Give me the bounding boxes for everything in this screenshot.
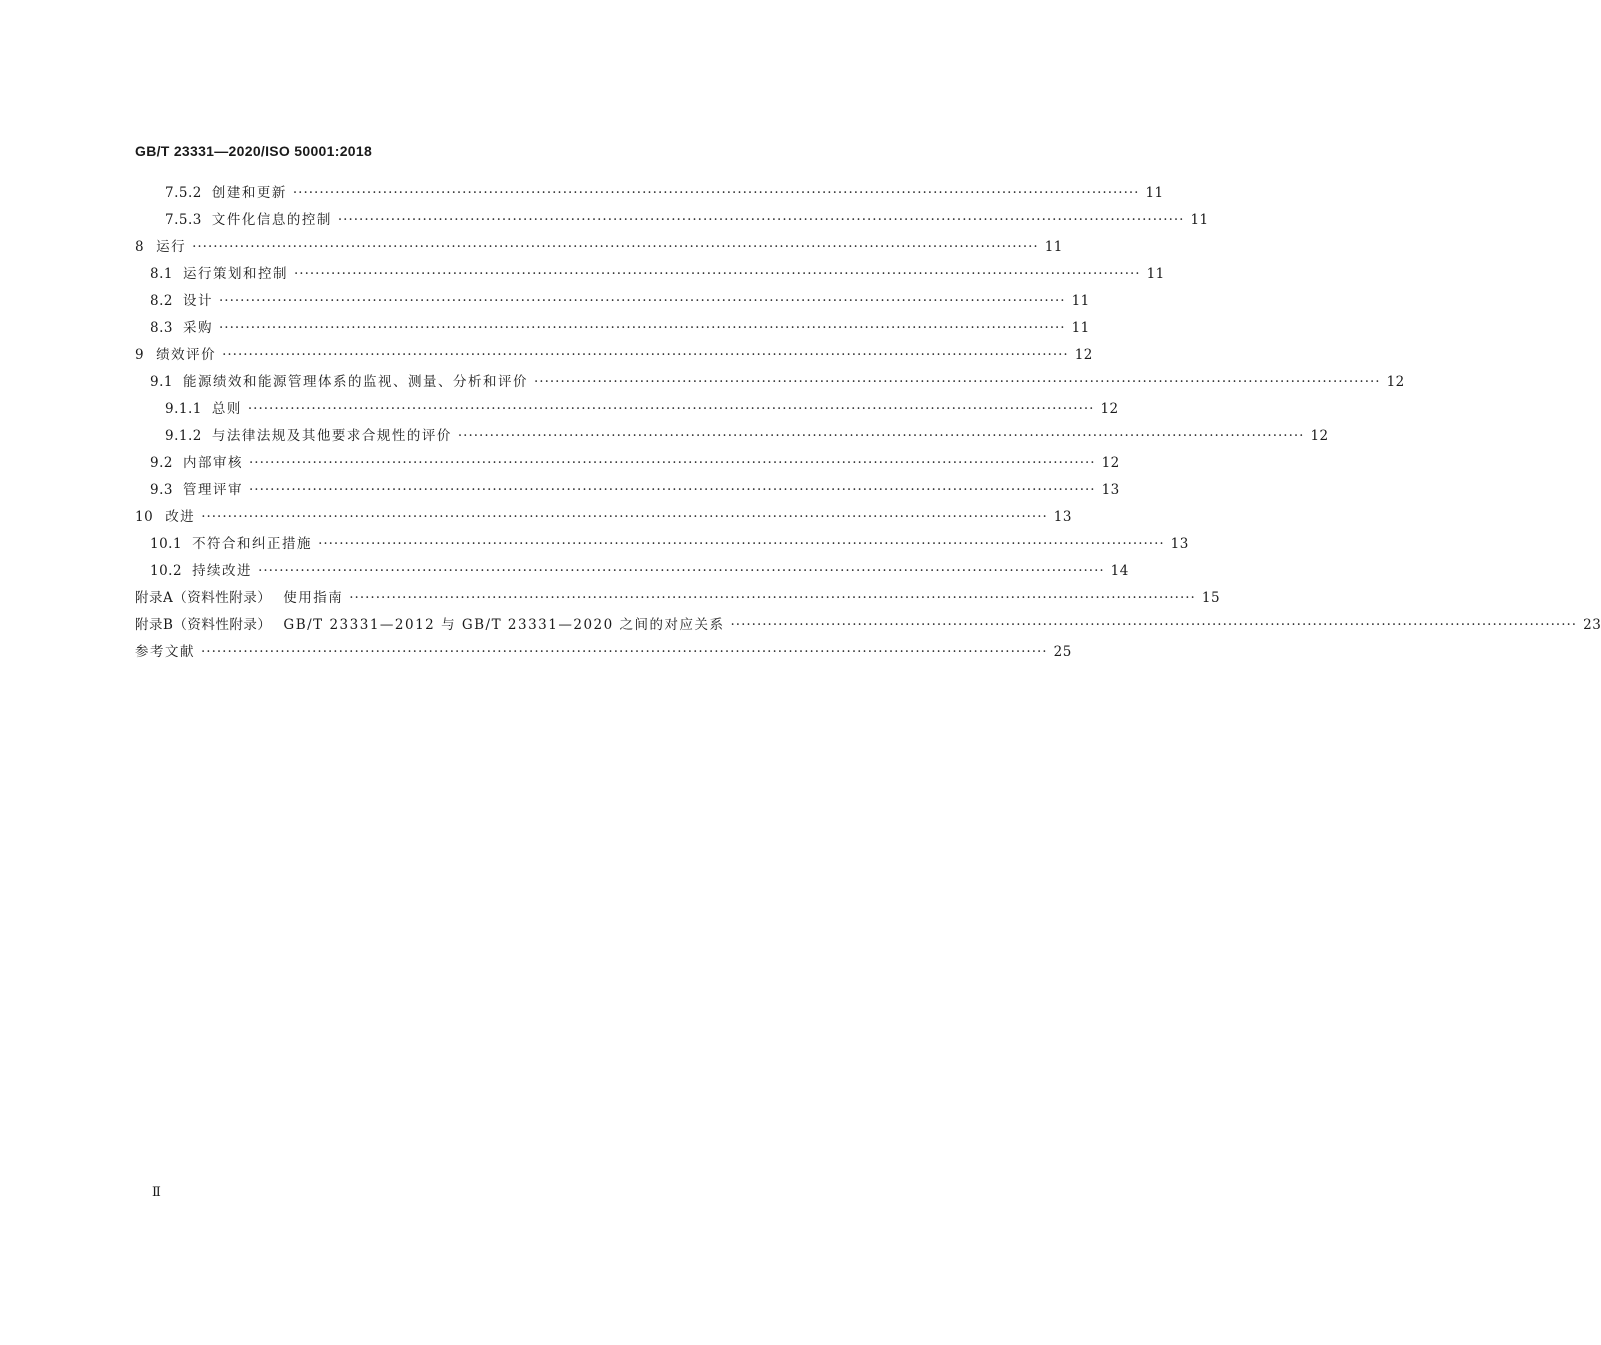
- toc-entry[interactable]: [135, 639, 1072, 666]
- toc-dot-leader: [248, 396, 1095, 423]
- standard-number-header: GB/T 23331—2020/ISO 50001:2018: [135, 143, 373, 159]
- toc-entry-number: 7.5.3: [165, 212, 202, 228]
- toc-entry-number: 9.3: [150, 482, 173, 498]
- toc-entry[interactable]: [135, 207, 1209, 234]
- toc-entry-title: 绩效评价: [156, 347, 217, 363]
- toc-entry-number: 8.1: [150, 266, 173, 282]
- toc-entry-page: 11: [1071, 293, 1090, 309]
- toc-entry-title: 运行: [156, 239, 187, 255]
- toc-dot-leader: [222, 342, 1069, 369]
- toc-entry-page: 11: [1044, 239, 1063, 255]
- toc-entry-title: 与法律法规及其他要求合规性的评价: [211, 428, 452, 444]
- toc-entry-page: 15: [1201, 590, 1221, 606]
- toc-entry-number: 7.5.2: [165, 185, 202, 201]
- toc-dot-leader: [192, 234, 1039, 261]
- toc-entry-title: 不符合和纠正措施: [192, 536, 313, 552]
- toc-entry-page: 14: [1110, 563, 1129, 579]
- toc-entry-number: 9.1.1: [165, 401, 202, 417]
- toc-entry-page: 12: [1310, 428, 1329, 444]
- toc-entry[interactable]: [135, 531, 1189, 558]
- toc-entry-number: 9.2: [150, 455, 173, 471]
- toc-entry[interactable]: [135, 396, 1119, 423]
- toc-dot-leader: [219, 288, 1066, 315]
- toc-entry[interactable]: [135, 612, 1601, 639]
- toc-entry-title: 总则: [211, 401, 242, 417]
- toc-entry-title: 持续改进: [192, 563, 253, 579]
- toc-dot-leader: [201, 639, 1048, 666]
- toc-entry-page: 13: [1170, 536, 1189, 552]
- toc-entry-title: 管理评审: [182, 482, 243, 498]
- toc-entry-title: 改进: [165, 509, 196, 525]
- toc-entry-page: 11: [1071, 320, 1090, 336]
- toc-entry-title: 能源绩效和能源管理体系的监视、测量、分析和评价: [182, 374, 528, 390]
- toc-entry[interactable]: [135, 180, 1164, 207]
- table-of-contents: [135, 180, 1601, 666]
- toc-entry-number: 10.1: [150, 536, 183, 552]
- toc-entry-page: 12: [1386, 374, 1405, 390]
- toc-entry-title: 设计: [182, 293, 213, 309]
- toc-entry-title: 创建和更新: [211, 185, 287, 201]
- toc-dot-leader: [249, 477, 1096, 504]
- toc-entry-page: 11: [1145, 185, 1164, 201]
- toc-entry-number: 9.1: [150, 374, 173, 390]
- toc-dot-leader: [731, 612, 1578, 639]
- toc-entry[interactable]: [135, 558, 1129, 585]
- page-number: Ⅱ: [152, 1185, 162, 1200]
- toc-entry-number: 8: [135, 239, 145, 255]
- toc-entry[interactable]: [135, 369, 1405, 396]
- toc-entry[interactable]: [135, 504, 1072, 531]
- toc-entry-page: 12: [1101, 455, 1120, 471]
- toc-entry[interactable]: [135, 288, 1090, 315]
- toc-entry-title: 使用指南: [283, 590, 344, 606]
- toc-entry-page: 25: [1053, 644, 1072, 660]
- toc-entry-title: 内部审核: [182, 455, 243, 471]
- toc-entry-number: 8.3: [150, 320, 173, 336]
- toc-entry-number: 8.2: [150, 293, 173, 309]
- toc-entry[interactable]: [135, 585, 1221, 612]
- toc-dot-leader: [318, 531, 1165, 558]
- toc-dot-leader: [534, 369, 1381, 396]
- toc-entry-number: 9.1.2: [165, 428, 202, 444]
- toc-entry[interactable]: [135, 342, 1093, 369]
- toc-entry[interactable]: [135, 315, 1090, 342]
- toc-entry-page: 11: [1146, 266, 1165, 282]
- toc-dot-leader: [201, 504, 1048, 531]
- toc-entry-page: 11: [1190, 212, 1209, 228]
- toc-dot-leader: [219, 315, 1066, 342]
- toc-entry-title: 运行策划和控制: [182, 266, 288, 282]
- toc-dot-leader: [458, 423, 1305, 450]
- toc-entry-page: 13: [1053, 509, 1072, 525]
- toc-entry-number: 10: [135, 509, 154, 525]
- toc-entry[interactable]: [135, 450, 1120, 477]
- toc-entry-title: 文件化信息的控制: [211, 212, 332, 228]
- toc-entry[interactable]: [135, 234, 1063, 261]
- toc-entry-title: 参考文献: [135, 644, 195, 660]
- toc-entry-number: 10.2: [150, 563, 183, 579]
- toc-entry-page: 13: [1101, 482, 1120, 498]
- toc-entry[interactable]: [135, 423, 1329, 450]
- toc-dot-leader: [258, 558, 1105, 585]
- toc-entry-page: 12: [1100, 401, 1119, 417]
- toc-entry-page: 12: [1074, 347, 1093, 363]
- toc-entry-title: 采购: [182, 320, 213, 336]
- toc-entry-number: 9: [135, 347, 145, 363]
- toc-entry-number: 附录A（资料性附录）: [135, 590, 272, 606]
- toc-entry[interactable]: [135, 261, 1165, 288]
- toc-dot-leader: [338, 207, 1185, 234]
- toc-dot-leader: [249, 450, 1096, 477]
- toc-entry-number: 附录B（资料性附录）: [135, 617, 272, 633]
- toc-dot-leader: [294, 261, 1141, 288]
- toc-dot-leader: [349, 585, 1196, 612]
- toc-entry-page: 23: [1583, 617, 1601, 633]
- toc-dot-leader: [293, 180, 1140, 207]
- toc-entry[interactable]: [135, 477, 1120, 504]
- toc-entry-title: GB/T 23331—2012 与 GB/T 23331—2020 之间的对应关系: [283, 617, 725, 633]
